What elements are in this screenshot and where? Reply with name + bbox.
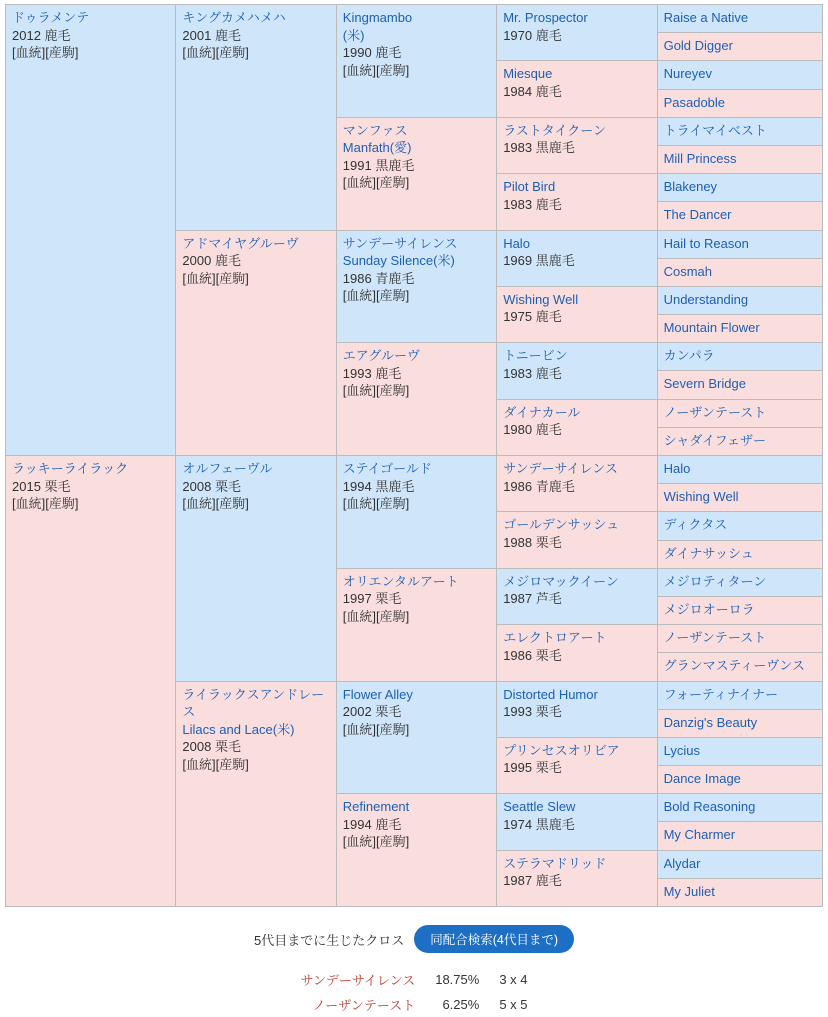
pedigree-cell-gen3-1[interactable]: [336, 117, 496, 230]
pedigree-cell-gen4-1[interactable]: [497, 61, 657, 117]
horse-links[interactable]: [血統][産駒]: [342, 721, 410, 737]
horse-name[interactable]: My Charmer: [663, 827, 736, 843]
horse-info: 2008 栗毛: [182, 478, 241, 494]
pedigree-cell-gen5-16[interactable]: [657, 456, 822, 484]
horse-name[interactable]: シャダイフェザー: [663, 432, 767, 448]
pedigree-cell-gen4-9[interactable]: [497, 512, 657, 568]
cross-generations: 5 x 5: [499, 997, 528, 1012]
horse-name[interactable]: サンデーサイレンス: [503, 461, 618, 476]
horse-info: 2015 栗毛: [12, 478, 71, 494]
pedigree-cell-gen5-21[interactable]: [657, 596, 822, 624]
pedigree-cell-gen5-31[interactable]: [657, 878, 822, 906]
pedigree-cell-gen4-10[interactable]: [497, 568, 657, 624]
pedigree-cell-gen5-8[interactable]: [657, 230, 822, 258]
cross-table: [290, 967, 537, 1017]
horse-name[interactable]: グランマスティーヴンス: [663, 658, 805, 674]
horse-name[interactable]: Halo: [503, 235, 530, 251]
horse-info: 1993 栗毛: [503, 704, 562, 720]
horse-name[interactable]: Alydar: [663, 855, 701, 871]
horse-info: 1984 鹿毛: [503, 83, 562, 99]
horse-name[interactable]: ステラマドリッド: [503, 855, 607, 871]
pedigree-table: [5, 4, 823, 907]
horse-name[interactable]: ラッキーライラック: [12, 461, 129, 476]
pedigree-cell-gen4-13[interactable]: [497, 737, 657, 793]
horse-info: 1995 栗毛: [503, 760, 562, 776]
pedigree-cell-gen4-7[interactable]: [497, 399, 657, 455]
horse-name[interactable]: ゴールデンサッシュ: [503, 517, 620, 533]
pedigree-cell-gen5-5[interactable]: [657, 145, 822, 173]
horse-name[interactable]: Raise a Native: [663, 10, 749, 25]
pedigree-cell-gen5-18[interactable]: [657, 512, 822, 540]
pedigree-cell-gen5-4[interactable]: [657, 117, 822, 145]
pedigree-cell-gen5-23[interactable]: [657, 653, 822, 681]
horse-name[interactable]: Dance Image: [663, 771, 741, 787]
horse-name[interactable]: ダイナカール: [503, 404, 581, 420]
horse-links[interactable]: [血統][産駒]: [342, 175, 410, 191]
pedigree-cell-gen3-2[interactable]: [336, 230, 496, 343]
horse-info: 1983 鹿毛: [503, 196, 562, 212]
table-row: [290, 967, 537, 992]
horse-name[interactable]: Halo: [663, 461, 691, 476]
horse-name[interactable]: メジロオーロラ: [663, 601, 755, 617]
pedigree-cell-gen1-sire[interactable]: [6, 5, 176, 456]
pedigree-cell-gen5-10[interactable]: [657, 286, 822, 314]
pedigree-cell-gen5-22[interactable]: [657, 625, 822, 653]
horse-name[interactable]: Distorted Humor: [503, 686, 598, 702]
horse-name[interactable]: Hail to Reason: [663, 235, 749, 251]
horse-links[interactable]: [血統][産駒]: [12, 496, 79, 512]
horse-info: 1986 青鹿毛: [503, 478, 575, 494]
pedigree-cell-gen5-11[interactable]: [657, 315, 822, 343]
horse-name[interactable]: トライマイベスト: [663, 122, 767, 138]
horse-name[interactable]: Mill Princess: [663, 150, 737, 166]
pedigree-cell-gen3-4[interactable]: [336, 456, 496, 569]
pedigree-cell-gen5-12[interactable]: [657, 343, 822, 371]
horse-name[interactable]: カンパラ: [663, 348, 715, 364]
pedigree-cell-gen5-0[interactable]: [657, 5, 822, 33]
horse-info: 1988 栗毛: [503, 534, 562, 550]
horse-name[interactable]: Wishing Well: [503, 291, 579, 307]
pedigree-cell-gen2-0[interactable]: [176, 5, 336, 231]
pedigree-cell-gen5-30[interactable]: [657, 850, 822, 878]
horse-name[interactable]: ダイナサッシュ: [663, 545, 754, 561]
pedigree-cell-gen3-3[interactable]: [336, 343, 496, 456]
pedigree-cell-gen4-5[interactable]: [497, 286, 657, 342]
pedigree-cell-gen5-1[interactable]: [657, 33, 822, 61]
cross-section: [0, 925, 828, 1017]
horse-name[interactable]: Pilot Bird: [503, 179, 556, 195]
horse-name[interactable]: Blakeney: [663, 179, 718, 195]
cross-percent: 6.25%: [442, 997, 480, 1012]
pedigree-cell-gen4-14[interactable]: [497, 794, 657, 850]
horse-info: 1974 黒鹿毛: [503, 816, 575, 832]
pedigree-cell-gen4-3[interactable]: [497, 174, 657, 230]
horse-name[interactable]: トニービン: [503, 348, 568, 364]
horse-name[interactable]: オリエンタルアート: [342, 573, 459, 589]
table-row: [6, 456, 823, 484]
horse-name[interactable]: マンファス Manfath(愛): [342, 122, 412, 156]
horse-info: 2001 鹿毛: [182, 27, 241, 43]
pedigree-cell-gen4-6[interactable]: [497, 343, 657, 399]
horse-name[interactable]: Lycius: [663, 742, 700, 758]
pedigree-cell-gen5-26[interactable]: [657, 737, 822, 765]
horse-links[interactable]: [血統][産駒]: [182, 270, 249, 286]
pedigree-cell-gen4-12[interactable]: [497, 681, 657, 737]
horse-name[interactable]: Bold Reasoning: [663, 799, 756, 815]
pedigree-chart: [0, 4, 828, 907]
horse-info: 1975 鹿毛: [503, 309, 562, 325]
pedigree-cell-gen5-20[interactable]: [657, 568, 822, 596]
horse-info: 1983 黒鹿毛: [503, 140, 575, 156]
horse-links[interactable]: [血統][産駒]: [182, 756, 249, 772]
pedigree-cell-gen4-4[interactable]: [497, 230, 657, 286]
horse-info: 2012 鹿毛: [12, 27, 71, 43]
table-row: [6, 5, 823, 33]
pedigree-cell-gen5-19[interactable]: [657, 540, 822, 568]
pedigree-cell-gen5-6[interactable]: [657, 174, 822, 202]
pedigree-cell-gen5-7[interactable]: [657, 202, 822, 230]
horse-name[interactable]: Gold Digger: [663, 38, 733, 54]
pedigree-cell-gen4-15[interactable]: [497, 850, 657, 906]
pedigree-cell-gen5-29[interactable]: [657, 822, 822, 850]
horse-links[interactable]: [血統][産駒]: [342, 62, 410, 78]
pedigree-cell-gen5-2[interactable]: [657, 61, 822, 89]
horse-name[interactable]: ステイゴールド: [342, 461, 432, 476]
pedigree-cell-gen3-6[interactable]: [336, 681, 496, 794]
horse-name[interactable]: Flower Alley: [342, 686, 413, 702]
horse-name[interactable]: Severn Bridge: [663, 376, 746, 392]
pedigree-cell-gen5-28[interactable]: [657, 794, 822, 822]
horse-name[interactable]: Wishing Well: [663, 489, 739, 505]
pedigree-cell-gen5-24[interactable]: [657, 681, 822, 709]
horse-name[interactable]: ライラックスアンドレース Lilacs and Lace(米): [182, 686, 325, 737]
table-row: [290, 992, 537, 1017]
pedigree-cell-gen4-11[interactable]: [497, 625, 657, 681]
pedigree-cell-gen3-5[interactable]: [336, 568, 496, 681]
horse-name[interactable]: エアグルーヴ: [342, 348, 421, 364]
pedigree-cell-gen4-2[interactable]: [497, 117, 657, 173]
horse-name[interactable]: エレクトロアート: [503, 630, 607, 646]
pedigree-cell-gen5-3[interactable]: [657, 89, 822, 117]
horse-info: 1987 鹿毛: [503, 873, 562, 889]
horse-name[interactable]: ドゥラメンテ: [12, 10, 90, 25]
horse-name[interactable]: Nureyev: [663, 66, 712, 82]
horse-info: 1997 栗毛: [342, 591, 402, 607]
horse-info: 1983 鹿毛: [503, 365, 562, 381]
horse-name[interactable]: ノーザンテースト: [663, 404, 767, 420]
horse-name[interactable]: Refinement: [342, 799, 410, 815]
pedigree-cell-gen1-dam[interactable]: [6, 456, 176, 907]
pedigree-cell-gen5-15[interactable]: [657, 427, 822, 455]
horse-info: 1991 黒鹿毛: [342, 157, 415, 173]
cross-horse-name[interactable]: ノーザンテースト: [312, 998, 416, 1013]
cross-heading-label: 5代目までに生じたクロス: [253, 932, 405, 948]
horse-info: 1969 黒鹿毛: [503, 253, 575, 269]
horse-links[interactable]: [血統][産駒]: [182, 496, 249, 512]
pedigree-cell-gen5-27[interactable]: [657, 766, 822, 794]
cross-header: [254, 925, 574, 953]
horse-links[interactable]: [血統][産駒]: [342, 496, 410, 512]
horse-info: 1994 鹿毛: [342, 816, 402, 832]
pedigree-cell-gen5-13[interactable]: [657, 371, 822, 399]
horse-name[interactable]: メジロマックイーン: [503, 573, 619, 589]
horse-name[interactable]: プリンセスオリビア: [503, 742, 620, 758]
horse-name[interactable]: オルフェーヴル: [182, 461, 273, 476]
horse-info: 1994 黒鹿毛: [342, 478, 415, 494]
horse-name[interactable]: メジロティターン: [663, 573, 767, 589]
pedigree-cell-gen5-25[interactable]: [657, 709, 822, 737]
horse-name[interactable]: Mr. Prospector: [503, 10, 588, 25]
pedigree-cell-gen4-0[interactable]: [497, 5, 657, 61]
horse-name[interactable]: Kingmambo (米): [342, 10, 413, 43]
horse-name[interactable]: The Dancer: [663, 207, 732, 223]
horse-name[interactable]: ディクタス: [663, 517, 728, 533]
horse-links[interactable]: [血統][産駒]: [182, 45, 249, 61]
same-mating-search-button[interactable]: 同配合検索(4代目まで): [414, 925, 574, 953]
horse-name[interactable]: キングカメハメハ: [182, 10, 286, 25]
horse-name[interactable]: サンデーサイレンス Sunday Silence(米): [342, 235, 458, 269]
pedigree-cell-gen2-1[interactable]: [176, 230, 336, 456]
pedigree-cell-gen3-0[interactable]: [336, 5, 496, 118]
horse-name[interactable]: Danzig's Beauty: [663, 714, 758, 730]
horse-info: 1980 鹿毛: [503, 422, 562, 438]
horse-info: 1990 鹿毛: [342, 45, 402, 61]
horse-links[interactable]: [血統][産駒]: [342, 288, 410, 304]
horse-name[interactable]: Miesque: [503, 66, 553, 82]
horse-name[interactable]: My Juliet: [663, 883, 715, 899]
pedigree-cell-gen5-14[interactable]: [657, 399, 822, 427]
horse-name[interactable]: Cosmah: [663, 263, 712, 279]
horse-info: 1970 鹿毛: [503, 27, 562, 43]
horse-links[interactable]: [血統][産駒]: [342, 608, 410, 624]
horse-name[interactable]: ノーザンテースト: [663, 630, 767, 646]
pedigree-cell-gen4-8[interactable]: [497, 456, 657, 512]
horse-links[interactable]: [血統][産駒]: [342, 383, 410, 399]
horse-links[interactable]: [血統][産駒]: [342, 834, 410, 850]
horse-info: 1986 青鹿毛: [342, 270, 415, 286]
pedigree-cell-gen5-17[interactable]: [657, 484, 822, 512]
horse-name[interactable]: アドマイヤグルーヴ: [182, 235, 299, 251]
horse-name[interactable]: フォーティナイナー: [663, 686, 778, 702]
horse-info: 2008 栗毛: [182, 739, 241, 755]
horse-info: 2000 鹿毛: [182, 253, 241, 269]
horse-info: 1993 鹿毛: [342, 365, 402, 381]
pedigree-cell-gen3-7[interactable]: [336, 794, 496, 907]
horse-name[interactable]: Understanding: [663, 291, 749, 307]
cross-horse-name[interactable]: サンデーサイレンス: [300, 973, 416, 988]
horse-name[interactable]: ラストタイクーン: [503, 122, 607, 138]
horse-name[interactable]: Mountain Flower: [663, 320, 760, 336]
horse-info: 1987 芦毛: [503, 591, 562, 607]
horse-info: 1986 栗毛: [503, 647, 562, 663]
horse-info: 2002 栗毛: [342, 704, 402, 720]
cross-percent: 18.75%: [435, 972, 480, 987]
cross-generations: 3 x 4: [499, 972, 528, 987]
pedigree-cell-gen5-9[interactable]: [657, 258, 822, 286]
pedigree-cell-gen2-2[interactable]: [176, 456, 336, 682]
horse-links[interactable]: [血統][産駒]: [12, 45, 79, 61]
horse-name[interactable]: Pasadoble: [663, 94, 726, 110]
horse-name[interactable]: Seattle Slew: [503, 799, 576, 815]
